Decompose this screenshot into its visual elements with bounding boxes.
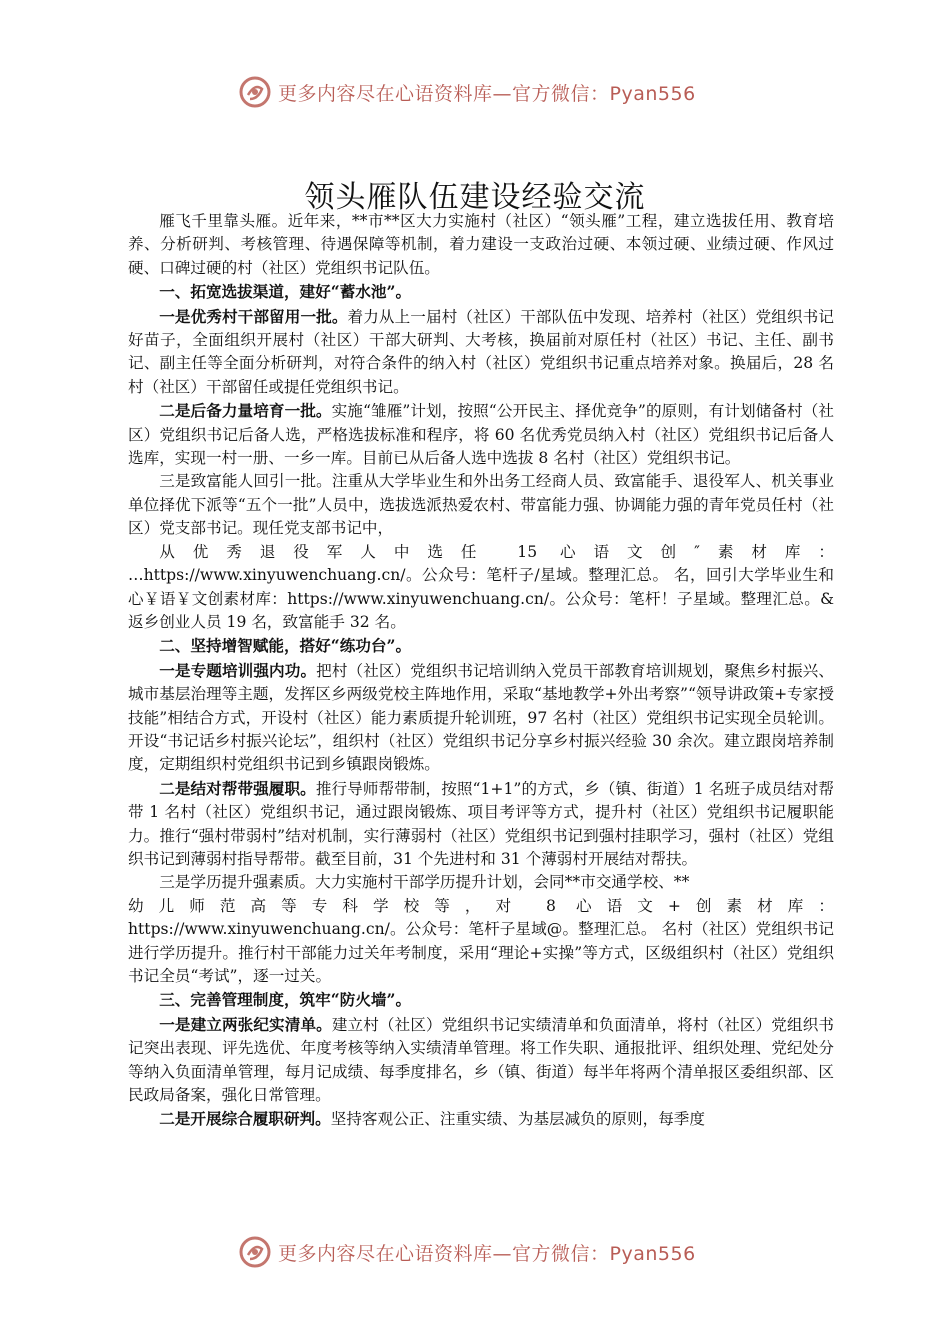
paragraph — [128, 634, 834, 658]
paragraph-text: 三是致富能人回引一批。注重从大学毕业生和外出务工经商人员、致富能手、退役军人、机关事业单位择优下派等“五个一批”人员中，选拔选派热爱农村、带富能力强、协调能力强的青年党员任村（社区）党支部书记。现任党支部书记中， — [128, 472, 834, 538]
paragraph — [128, 659, 834, 777]
paragraph-text: 实施“雏雁”计划，按照“公开民主、择优竞争”的原则，有计划储备村（社区）党组织书记后备人选，严格选拔标准和程序，将 60 名优秀党员纳入村（社区）党组织书记后备人选库，实现一村一册、一乡一库。目前已从后备人选中选拔 8 名村（社区）党组织书记。 — [128, 402, 834, 468]
paragraph-lead: 三、完善管理制度，筑牢“防火墙”。 — [159, 990, 412, 1010]
paragraph-lead: 一是建立两张纪实清单。 — [159, 1014, 332, 1034]
paragraph-text: 推行导师帮带制，按照“1+1”的方式，乡（镇、街道）1 名班子成员结对帮带 1 名村（社区）党组织书记，通过跟岗锻炼、项目考评等方式，提升村（社区）党组织书记履职能力。推行“强村带弱村”结对机制，实行薄弱村（社区）党组织书记到强村挂职学习，强村（社区）党组织书记到薄弱村指导帮带。截至目前，31 个先进村和 31 个薄弱村开展结对帮扶。 — [128, 779, 834, 868]
paragraph — [128, 280, 834, 304]
paragraph — [128, 1013, 834, 1108]
paragraph-lead: 二是开展综合履职研判。 — [159, 1109, 331, 1129]
paragraph-text: 雁飞千里靠头雁。近年来，**市**区大力实施村（社区）“领头雁”工程，建立选拔任用、教育培养、分析研判、考核管理、待遇保障等机制，着力建设一支政治过硬、本领过硬、业绩过硬、作风过硬、口碑过硬的村（社区）党组织书记队伍。 — [128, 212, 834, 277]
paragraph-lead: 一是专题培训强内功。 — [159, 660, 317, 680]
paragraph — [128, 1107, 834, 1131]
document-body — [128, 210, 834, 1132]
paragraph — [128, 918, 834, 988]
paragraph-text: 把村（社区）党组织书记培训纳入党员干部教育培训规划，聚焦乡村振兴、城市基层治理等主题，发挥区乡两级党校主阵地作用，采取“基地教学+外出考察”“领导讲政策+专家授技能”相结合方式，开设村（社区）能力素质提升轮训班，97 名村（社区）党组织书记实现全员轮训。开设“书记话乡村振兴论坛”，组织村（社区）党组织书记分享乡村振兴经验 30 余次。建立跟岗培养制度，定期组织村党组织书记到乡镇跟岗锻炼。 — [128, 661, 834, 774]
watermark-text: 更多内容尽在心语资料库—官方微信：Pyan556 — [278, 1242, 696, 1265]
paragraph-lead: 二是后备力量培育一批。 — [159, 401, 332, 421]
paragraph — [128, 305, 834, 400]
paragraph — [128, 470, 834, 540]
paragraph — [128, 777, 834, 872]
paragraph — [128, 895, 834, 918]
paragraph — [128, 871, 834, 894]
paragraph-text: 幼儿师范高等专科学校等，对 8 心语文+创素材库： — [128, 896, 834, 915]
paragraph-text: 建立村（社区）党组织书记实绩清单和负面清单，将村（社区）党组织书记突出表现、评先选优、年度考核等纳入实绩清单管理。将工作失职、通报批评、组织处理、党纪处分等纳入负面清单管理，每月记成绩、每季度排名，乡（镇、街道）每半年将两个清单报区委组织部、区民政局备案，强化日常管理。 — [128, 1015, 834, 1105]
watermark-text: 更多内容尽在心语资料库—官方微信：Pyan556 — [278, 82, 696, 105]
paragraph-text: 坚持客观公正、注重实绩、为基层减负的原则，每季度 — [330, 1110, 705, 1129]
paragraph-lead: 一、拓宽选拔渠道，建好“蓄水池”。 — [159, 282, 412, 302]
document-title: 领头雁队伍建设经验交流 — [304, 180, 646, 215]
paragraph — [128, 399, 834, 470]
header-watermark-banner — [238, 72, 758, 112]
paragraph-text: https://www.xinyuwenchuang.cn/。公众号：笔杆子星域@。整理汇总。 名村（社区）党组织书记进行学历提升。推行村干部能力过关年考制度，采用“理论+实操”等方式，区级组织村（社区）党组织书记全员“考试”，逐一过关。 — [128, 920, 834, 985]
paragraph-text: 从优秀退役军人中选任 15 心语文创″素材库： — [159, 542, 834, 561]
paragraph-lead: 二、坚持增智赋能，搭好“练功台”。 — [159, 636, 412, 656]
seal-logo-icon — [238, 1235, 272, 1269]
paragraph — [128, 210, 834, 280]
paragraph — [128, 564, 834, 634]
paragraph-text: 着力从上一届村（社区）干部队伍中发现、培养村（社区）党组织书记好苗子，全面组织开展村（社区）干部大研判、大考核，换届前对原任村（社区）书记、主任、副书记、副主任等全面分析研判，对符合条件的纳入村（社区）党组织书记重点培养对象。换届后，28 名村（社区）干部留任或提任党组织书记。 — [128, 307, 834, 396]
paragraph — [128, 988, 834, 1012]
paragraph — [128, 541, 834, 564]
paragraph-lead: 二是结对帮带强履职。 — [159, 778, 316, 798]
paragraph-text: 三是学历提升强素质。大力实施村干部学历提升计划，会同**市交通学校、** — [159, 873, 690, 892]
footer-watermark-banner — [238, 1232, 758, 1272]
paragraph-text: …https://www.xinyuwenchuang.cn/。公众号：笔杆子/星域。整理汇总。 名，回引大学毕业生和心￥语￥文创素材库：https://www.xinyuwenchuang.cn/。公众号：笔杆！子星域。整理汇总。&返乡创业人员 19 名，致富能手 32 名。 — [128, 566, 834, 631]
seal-logo-icon — [238, 75, 272, 109]
paragraph-lead: 一是优秀村干部留用一批。 — [159, 306, 348, 326]
